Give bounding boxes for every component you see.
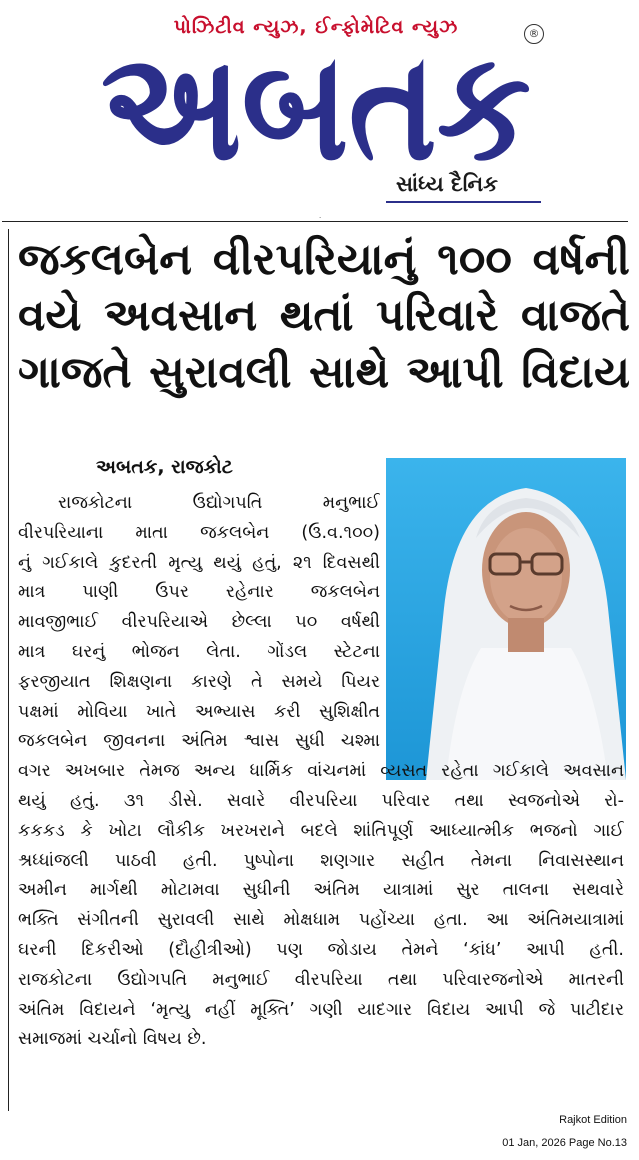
masthead-subbrand: સાંધ્ય દૈનિક bbox=[396, 172, 498, 196]
newspaper-logo bbox=[96, 46, 536, 178]
article-left-border bbox=[8, 229, 9, 1111]
body-line: ઘરની દિકરીઓ (દૌહીત્રીઓ) પણ જોડાય તેમને ‘કાંધ’ આપી હતી. bbox=[18, 939, 624, 960]
body-line: પક્ષમાં મોવિયા ખાતે અભ્યાસ કરી સુશિક્ષીત bbox=[18, 701, 380, 722]
footer-edition: Rajkot Edition bbox=[559, 1114, 627, 1126]
masthead-tagline: પોઝિટીવ ન્યુઝ, ઈન્ફોમેટિવ ન્યુઝ bbox=[173, 16, 459, 38]
body-line: અમીન માર્ગથી મોટામવા સુધીની અંતિમ યાત્રામાં સુર તાલના સથવારે bbox=[18, 880, 624, 901]
body-line: નું ગઈકાલે કુદરતી મૃત્યુ થયું હતું, ૨૧ દિવસથી bbox=[18, 552, 380, 573]
body-line: સમાજમાં ચર્ચાનો વિષય છે. bbox=[18, 1029, 207, 1050]
article-headline bbox=[18, 232, 630, 401]
masthead-divider bbox=[2, 221, 628, 222]
body-line: માવજીભાઈ વીરપરિયાએ છેલ્લા ૫૦ વર્ષથી bbox=[18, 612, 380, 633]
body-line: ફરજીયાત શિક્ષણના કારણે તે સમયે પિયર bbox=[18, 671, 380, 692]
body-line: માત્ર ઘરનું ભોજન લેતા. ગોંડલ સ્ટેટના bbox=[18, 641, 380, 662]
masthead bbox=[0, 0, 639, 222]
body-line: માત્ર પાણી ઉપર રહેનાર જકલબેન bbox=[18, 582, 380, 603]
body-line: અંતિમ વિદાયને ‘મૃત્યુ નહીં મૂક્તિ’ ગણી યાદગાર વિદાય આપી જે પાટીદાર bbox=[18, 999, 624, 1020]
headline-line: ગાજતે સુરાવલી સાથે આપી વિદાય bbox=[18, 346, 630, 398]
article-byline: અબતક, રાજકોટ bbox=[96, 456, 233, 478]
body-line: જકલબેન જીવનના અંતિમ શ્વાસ સુધી ચશ્મા bbox=[18, 731, 380, 752]
subbrand-divider bbox=[386, 201, 541, 203]
registered-mark-icon: ® bbox=[524, 24, 544, 44]
headline-line: વયે અવસાન થતાં પરિવારે વાજતે bbox=[18, 290, 630, 342]
body-line: વગર અખબાર તેમજ અન્ય ધાર્મિક વાંચનમાં વ્યસત રહેતા ગઈકાલે અવસાન bbox=[18, 761, 624, 782]
body-line: રાજકોટના ઉદ્યોગપતિ મનુભાઈ વીરપરિયા તથા પરિવારજનોએ માતરની bbox=[18, 969, 624, 990]
headline-line: જકલબેન વીરપરિયાનું ૧૦૦ વર્ષની bbox=[18, 234, 630, 285]
article-body bbox=[18, 489, 626, 1055]
center-tick: . bbox=[319, 212, 322, 220]
body-line: શ્રધ્ધાંજલી પાઠવી હતી. પુષ્પોના શણગાર સહીત તેમના નિવાસસ્થાન bbox=[18, 850, 624, 871]
body-line: રાજકોટના ઉદ્યોગપતિ મનુભાઈ bbox=[58, 493, 380, 513]
body-line: ભક્તિ સંગીતની સુરાવલી સાથે મોક્ષધામ પહોંચ્યા હતા. આ અંતિમયાત્રામાં bbox=[18, 910, 624, 931]
logo-brand-text: અબતક bbox=[101, 46, 531, 178]
body-line: કકકડ કે ખોટા લૌકીક ખરખરાને બદલે શાંતિપૂર્ણ આધ્યાત્મીક ભજનો ગાઈ bbox=[18, 820, 624, 841]
body-line: થયું હતું. ૩૧ ડીસે. સવારે વીરપરિયા પરિવાર તથા સ્વજનોએ રો- bbox=[18, 790, 624, 811]
body-line: વીરપરિયાના માતા જકલબેન (ઉ.વ.૧૦૦) bbox=[18, 522, 380, 543]
footer-date-page: 01 Jan, 2026 Page No.13 bbox=[502, 1137, 627, 1149]
logo-wordmark-icon bbox=[96, 46, 536, 178]
